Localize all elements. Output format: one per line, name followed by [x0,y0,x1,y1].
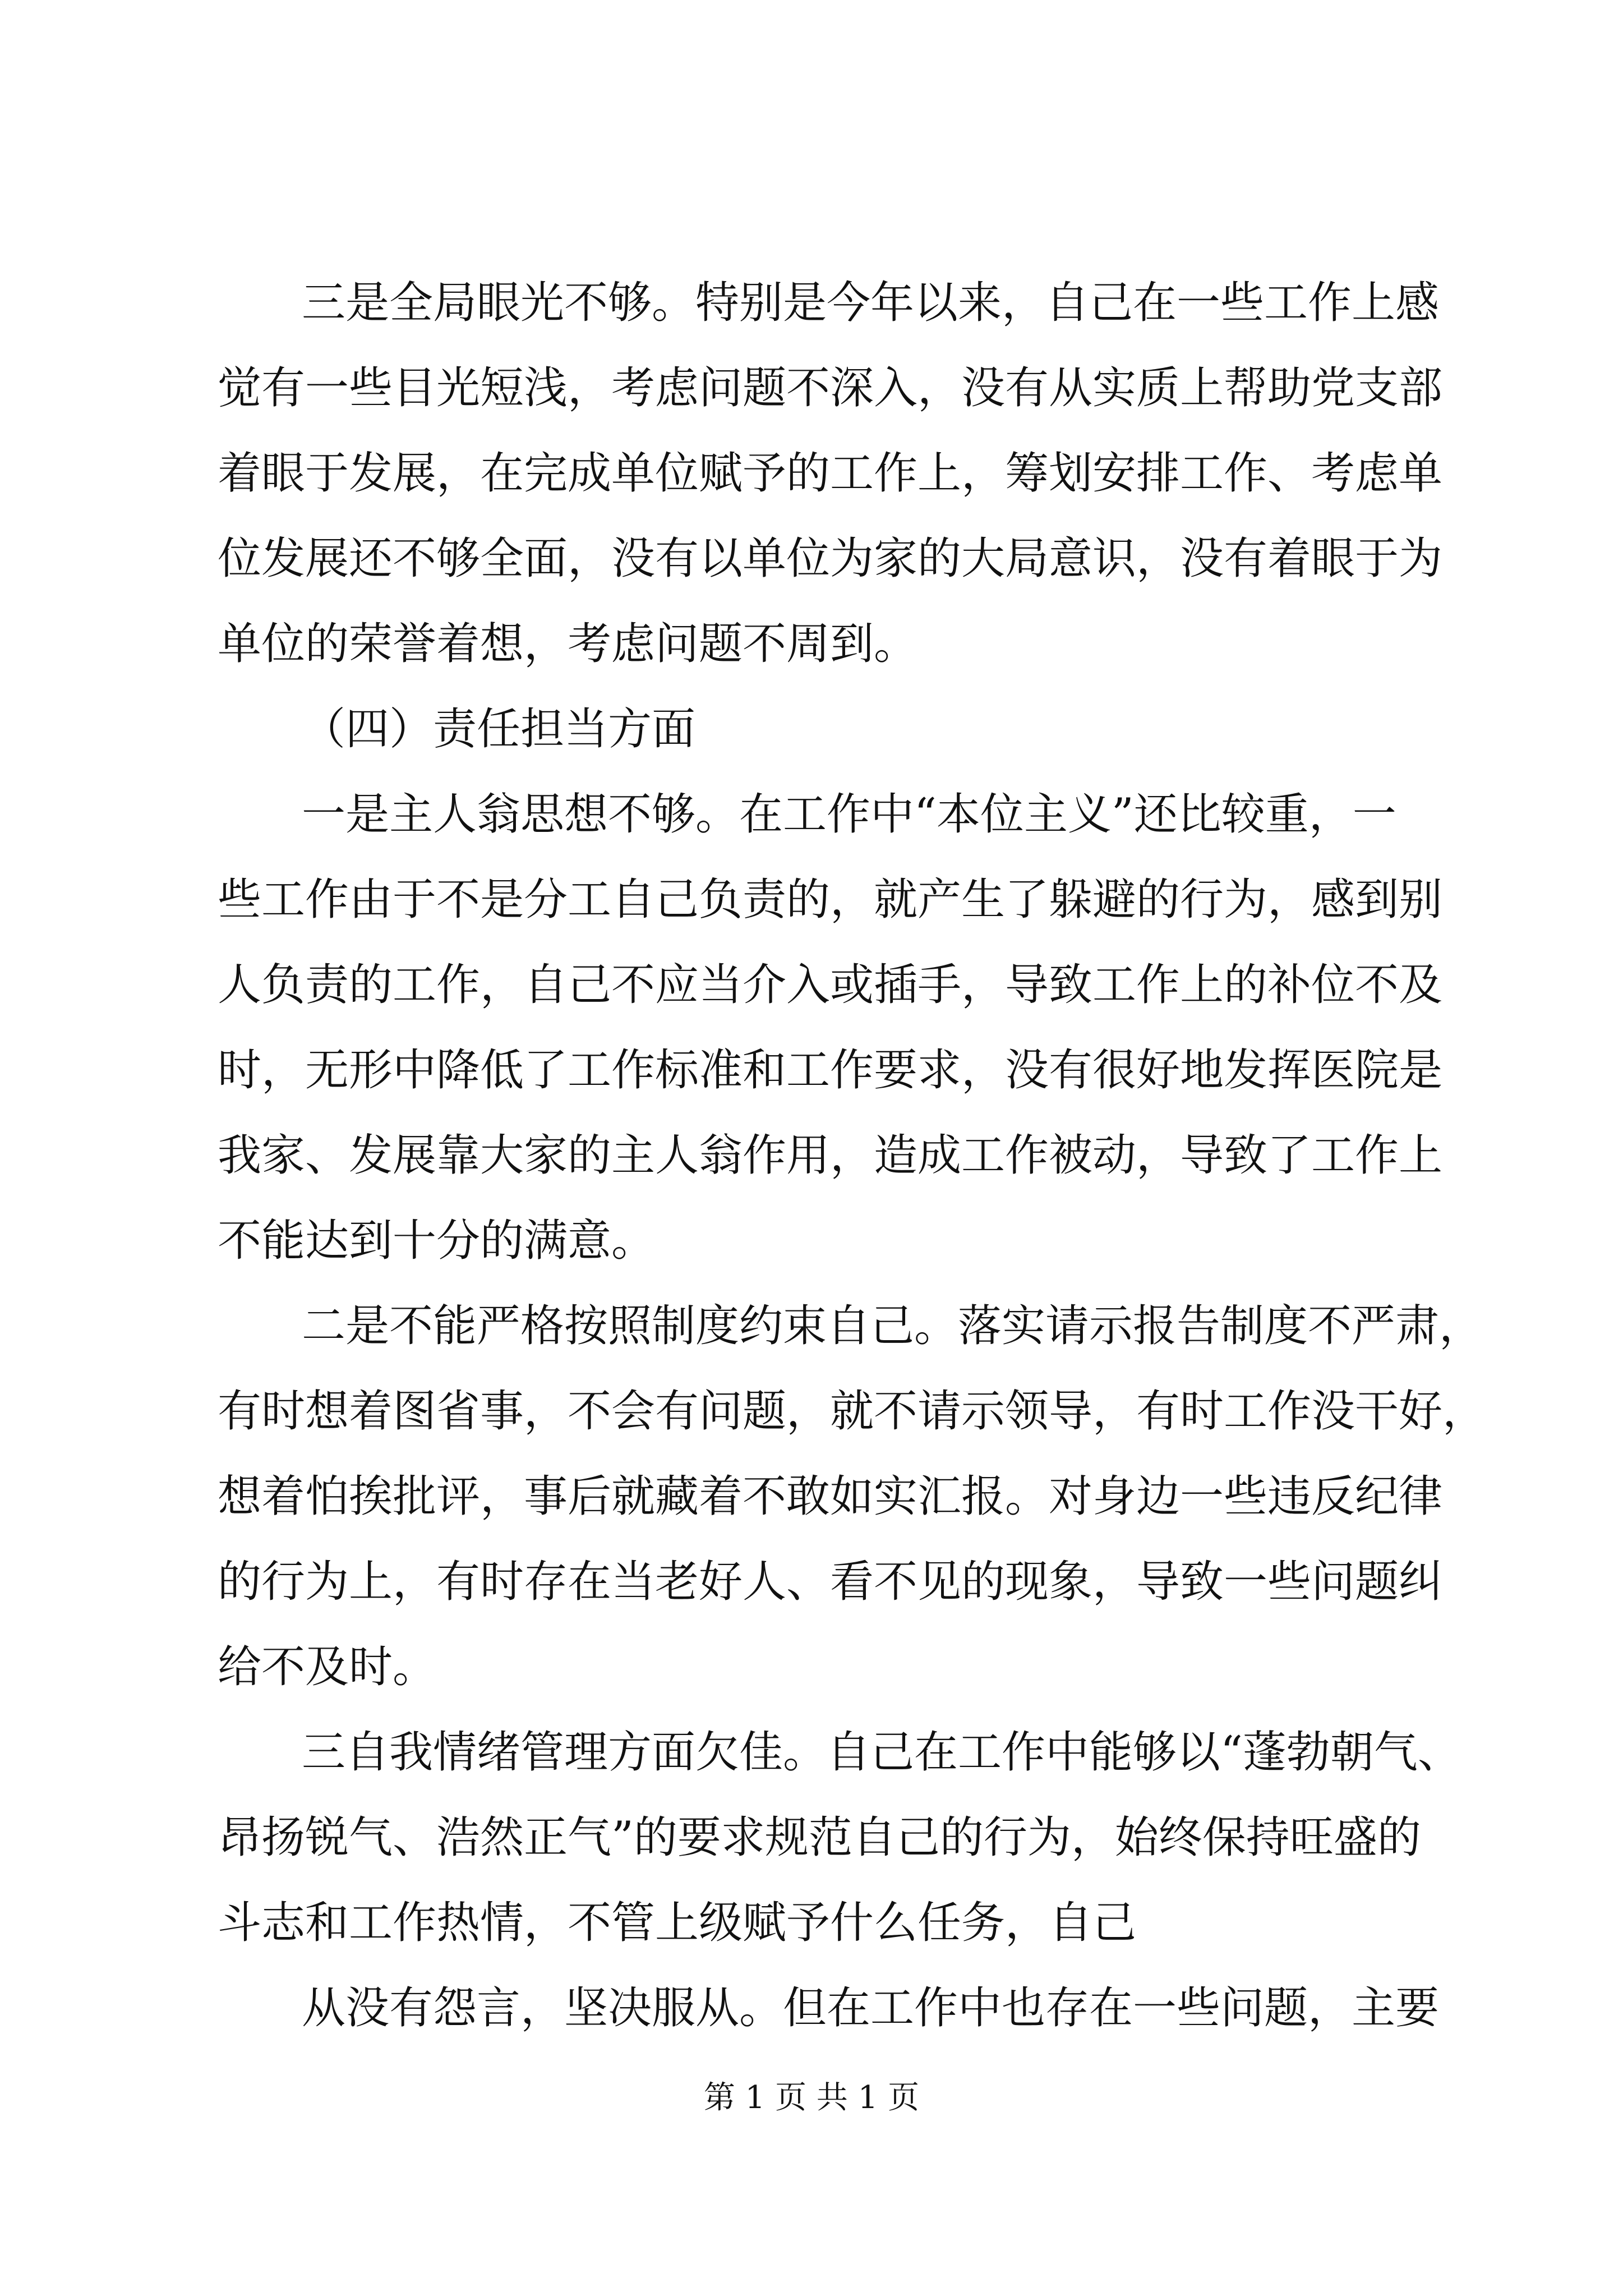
page-footer: 第 1 页 共 1 页 [703,2079,920,2116]
text-line-13: 二是不能严格按照制度约束自己。落实请示报告制度不严肃， [302,1301,1483,1351]
text-line-11: 我家、发展靠大家的主人翁作用，造成工作被动，导致了工作上 [218,1130,1443,1181]
text-line-17: 给不及时。 [218,1642,437,1692]
text-line-19: 昂扬锐气、浩然正气”的要求规范自己的行为，始终保持旺盛的 [218,1812,1421,1863]
text-line-9: 人负责的工作，自己不应当介入或插手，导致工作上的补位不及 [218,960,1443,1010]
text-line-14: 有时想着图省事，不会有问题，就不请示领导，有时工作没干好， [218,1386,1487,1437]
text-line-12: 不能达到十分的满意。 [218,1216,656,1266]
text-line-4: 位发展还不够全面，没有以单位为家的大局意识，没有着眼于为 [218,533,1443,584]
text-line-20: 斗志和工作热情，不管上级赋予什么任务，自己 [218,1898,1137,1948]
text-line-1: 三是全局眼光不够。特别是今年以来，自己在一些工作上感 [302,278,1440,328]
text-line-7: 一是主人翁思想不够。在工作中“本位主义”还比较重，一 [302,789,1396,840]
text-line-5: 单位的荣誉着想，考虑问题不周到。 [218,619,918,669]
text-line-18: 三自我情绪管理方面欠佳。自己在工作中能够以“蓬勃朝气、 [302,1727,1461,1778]
text-line-2: 觉有一些目光短浅，考虑问题不深入，没有从实质上帮助党支部 [218,363,1443,413]
text-line-21: 从没有怨言，坚决服从。但在工作中也存在一些问题，主要 [302,1983,1440,2033]
text-line-3: 着眼于发展，在完成单位赋予的工作上，筹划安排工作、考虑单 [218,448,1443,499]
text-line-15: 想着怕挨批评，事后就藏着不敢如实汇报。对身边一些违反纪律 [218,1471,1443,1522]
section-heading: （四）责任担当方面 [302,704,696,754]
text-line-8: 些工作由于不是分工自己负责的，就产生了躲避的行为，感到别 [218,875,1443,925]
text-line-16: 的行为上，有时存在当老好人、看不见的现象，导致一些问题纠 [218,1557,1443,1607]
text-line-10: 时，无形中降低了工作标准和工作要求，没有很好地发挥医院是 [218,1045,1443,1096]
